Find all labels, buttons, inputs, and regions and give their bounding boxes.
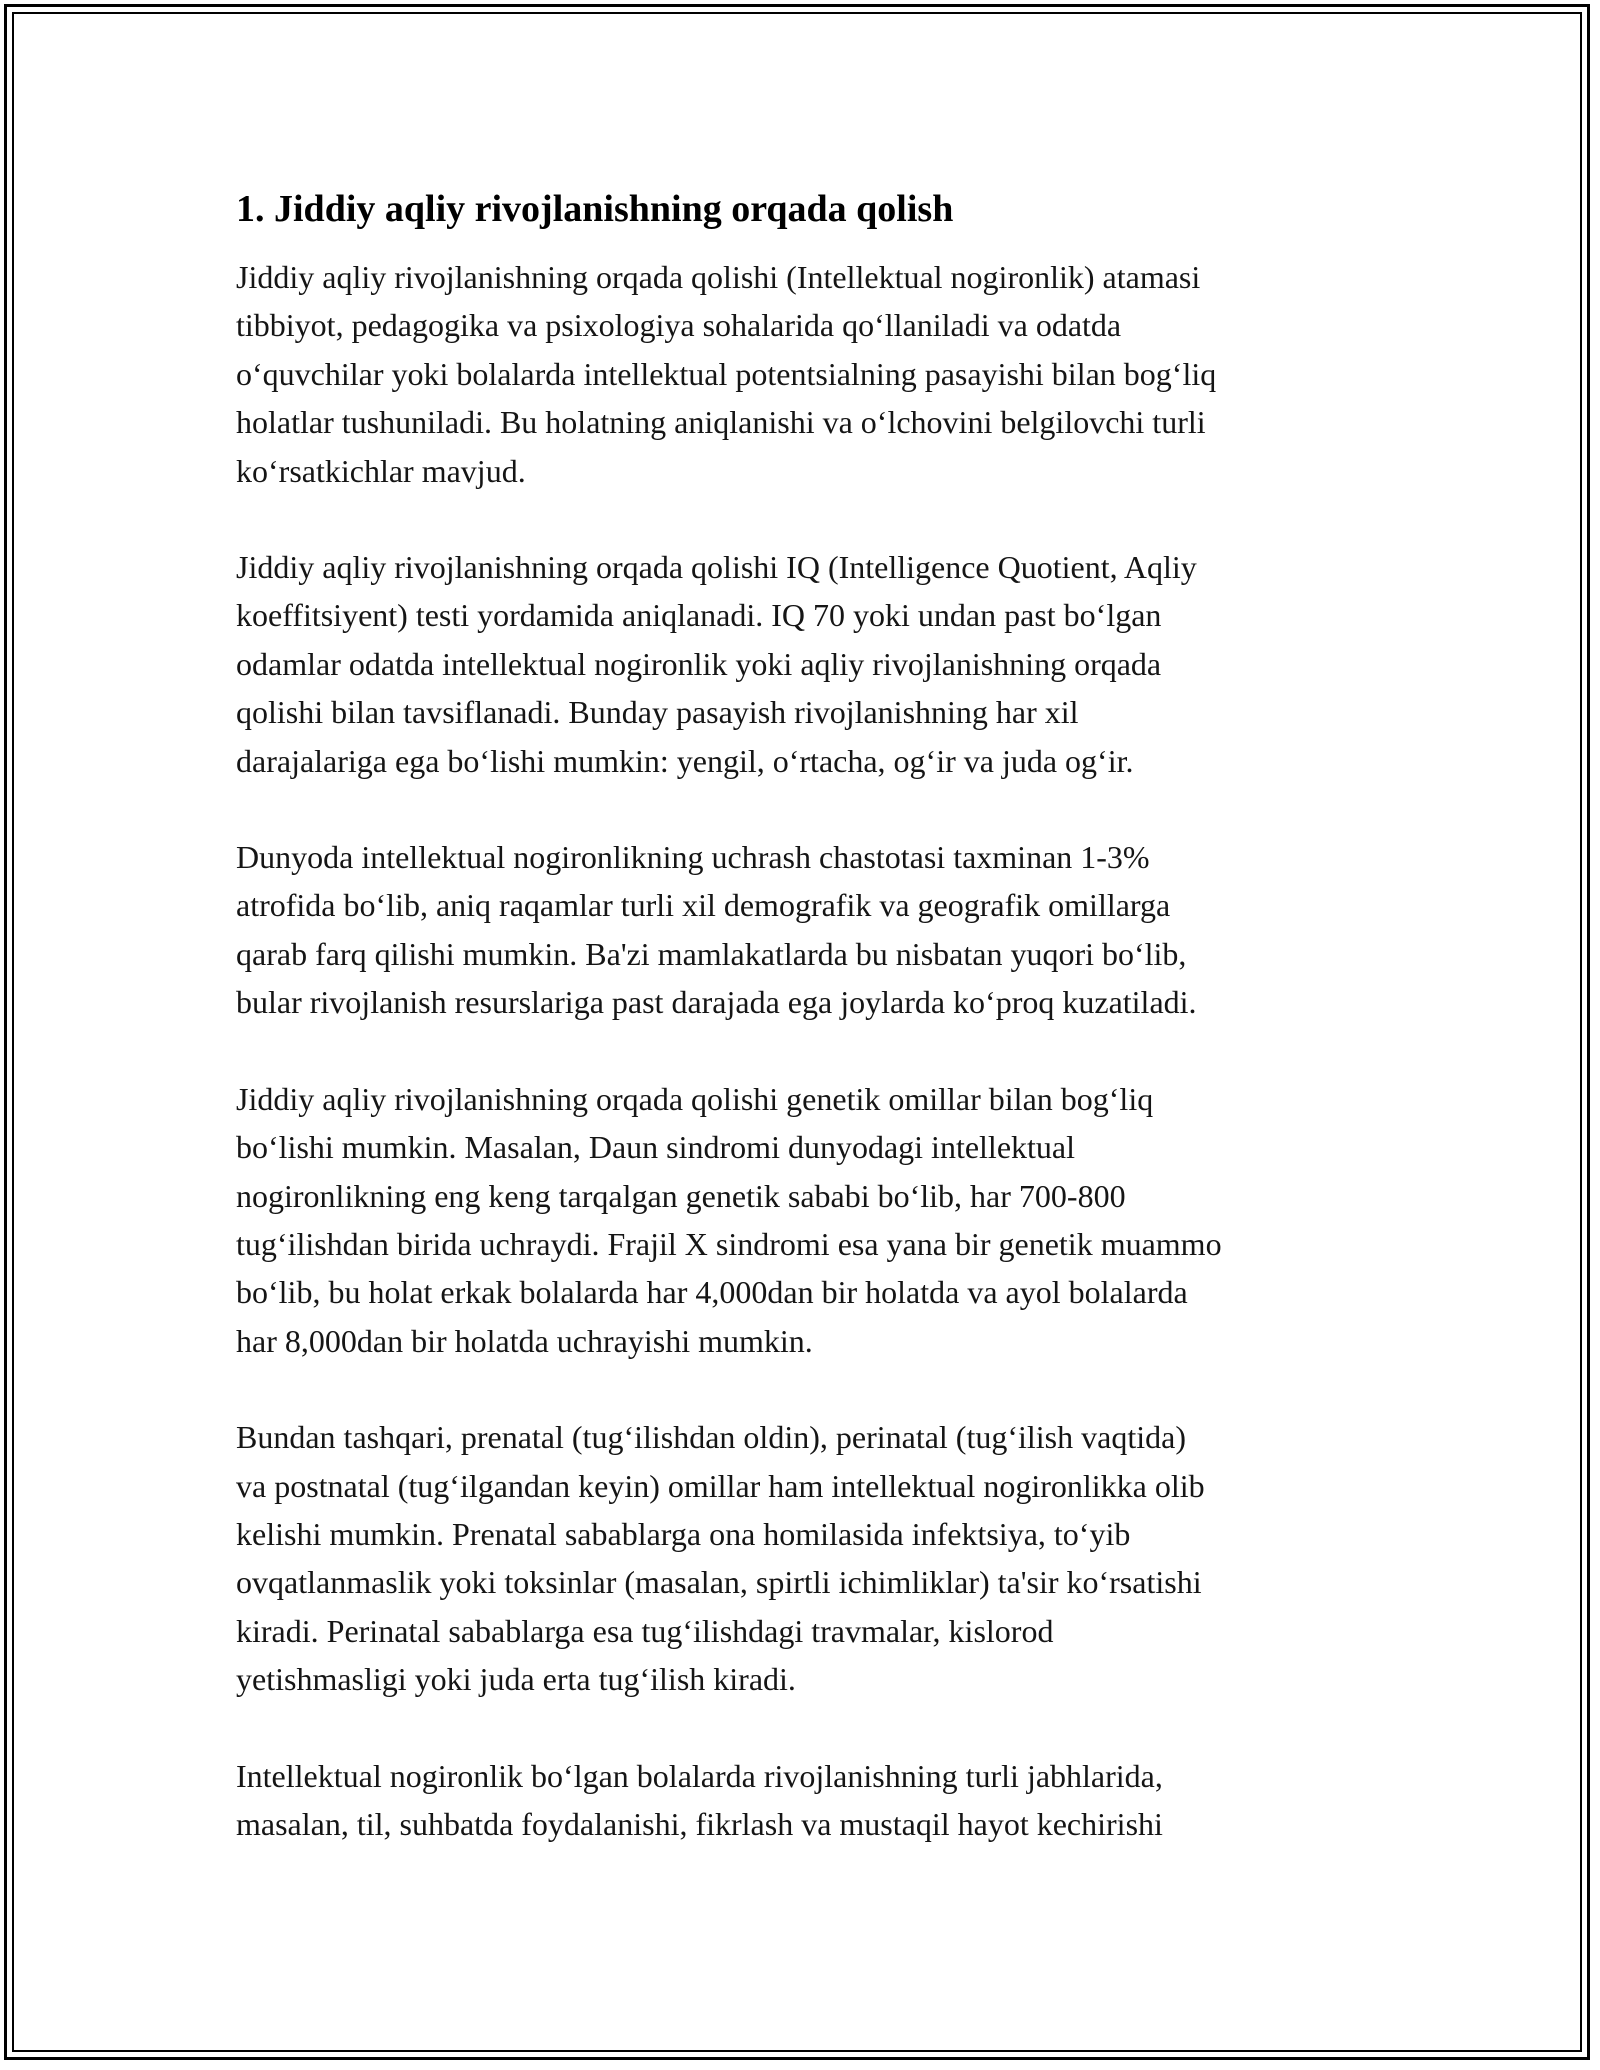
paragraph-line: holatlar tushuniladi. Bu holatning aniqlanishi va o‘lchovini belgilovchi turli — [236, 404, 1206, 441]
paragraph-line: Jiddiy aqliy rivojlanishning orqada qolishi genetik omillar bilan bog‘liq — [236, 1080, 1154, 1117]
paragraph-line: tug‘ilishdan birida uchraydi. Frajil X sindromi esa yana bir genetik muammo — [236, 1225, 1222, 1262]
paragraph-line: Intellektual nogironlik bo‘lgan bolalarda rivojlanishning turli jabhlarida, — [236, 1757, 1163, 1794]
paragraph-line: kiradi. Perinatal sabablarga esa tug‘ilishdagi travmalar, kislorod — [236, 1612, 1054, 1649]
paragraph-line: Jiddiy aqliy rivojlanishning orqada qolishi (Intellektual nogironlik) atamasi — [236, 259, 1201, 295]
section-heading: 1. Jiddiy aqliy rivojlanishning orqada qolish — [236, 188, 954, 230]
paragraph-line: har 8,000dan bir holatda uchrayishi mumkin. — [236, 1322, 813, 1359]
paragraph-line: darajalariga ega bo‘lishi mumkin: yengil, o‘rtacha, og‘ir va juda og‘ir. — [236, 742, 1134, 779]
paragraph-line: yetishmasligi yoki juda erta tug‘ilish kiradi. — [236, 1661, 796, 1698]
paragraph-line: kelishi mumkin. Prenatal sabablarga ona homilasida infektsiya, to‘yib — [236, 1515, 1131, 1552]
document-content — [236, 185, 1376, 1896]
paragraph-line: va postnatal (tug‘ilgandan keyin) omillar ham intellektual nogironlikka olib — [236, 1467, 1205, 1504]
body-paragraph — [236, 1075, 1376, 1365]
body-paragraph — [236, 1752, 1376, 1849]
paragraph-line: bo‘lishi mumkin. Masalan, Daun sindromi dunyodagi intellektual — [236, 1129, 1075, 1166]
paragraph-line: ko‘rsatkichlar mavjud. — [236, 452, 526, 489]
paragraph-line: qolishi bilan tavsiflanadi. Bunday pasayish rivojlanishning har xil — [236, 694, 1079, 731]
paragraph-line: nogironlikning eng keng tarqalgan genetik sababi bo‘lib, har 700-800 — [236, 1177, 1126, 1214]
paragraph-line: atrofida bo‘lib, aniq raqamlar turli xil demografik va geografik omillarga — [236, 887, 1171, 924]
paragraph-line: Dunyoda intellektual nogironlikning uchrash chastotasi taxminan 1-3% — [236, 839, 1150, 876]
paragraph-line: Bundan tashqari, prenatal (tug‘ilishdan oldin), perinatal (tug‘ilish vaqtida) — [236, 1419, 1186, 1456]
paragraph-line: masalan, til, suhbatda foydalanishi, fikrlash va mustaqil hayot kechirishi — [236, 1805, 1163, 1842]
paragraph-line: Jiddiy aqliy rivojlanishning orqada qolishi IQ (Intelligence Quotient, Aqliy — [236, 549, 1197, 586]
paragraph-line: odamlar odatda intellektual nogironlik yoki aqliy rivojlanishning orqada — [236, 645, 1162, 682]
paragraph-line: bo‘lib, bu holat erkak bolalarda har 4,000dan bir holatda va ayol bolalarda — [236, 1274, 1188, 1311]
paragraph-line: o‘quvchilar yoki bolalarda intellektual potentsialning pasayishi bilan bog‘liq — [236, 355, 1217, 392]
paragraph-line: koeffitsiyent) testi yordamida aniqlanadi. IQ 70 yoki undan past bo‘lgan — [236, 597, 1162, 634]
paragraph-line: tibbiyot, pedagogika va psixologiya sohalarida qo‘llaniladi va odatda — [236, 307, 1122, 344]
paragraph-line: bular rivojlanish resurslariga past darajada ega joylarda ko‘proq kuzatiladi. — [236, 984, 1197, 1021]
body-paragraph — [236, 1413, 1376, 1703]
paragraph-list — [236, 253, 1376, 1848]
body-paragraph — [236, 253, 1376, 495]
paragraph-line: ovqatlanmaslik yoki toksinlar (masalan, spirtli ichimliklar) ta'sir ko‘rsatishi — [236, 1564, 1202, 1601]
body-paragraph — [236, 833, 1376, 1027]
paragraph-line: qarab farq qilishi mumkin. Ba'zi mamlakatlarda bu nisbatan yuqori bo‘lib, — [236, 935, 1187, 972]
body-paragraph — [236, 543, 1376, 785]
